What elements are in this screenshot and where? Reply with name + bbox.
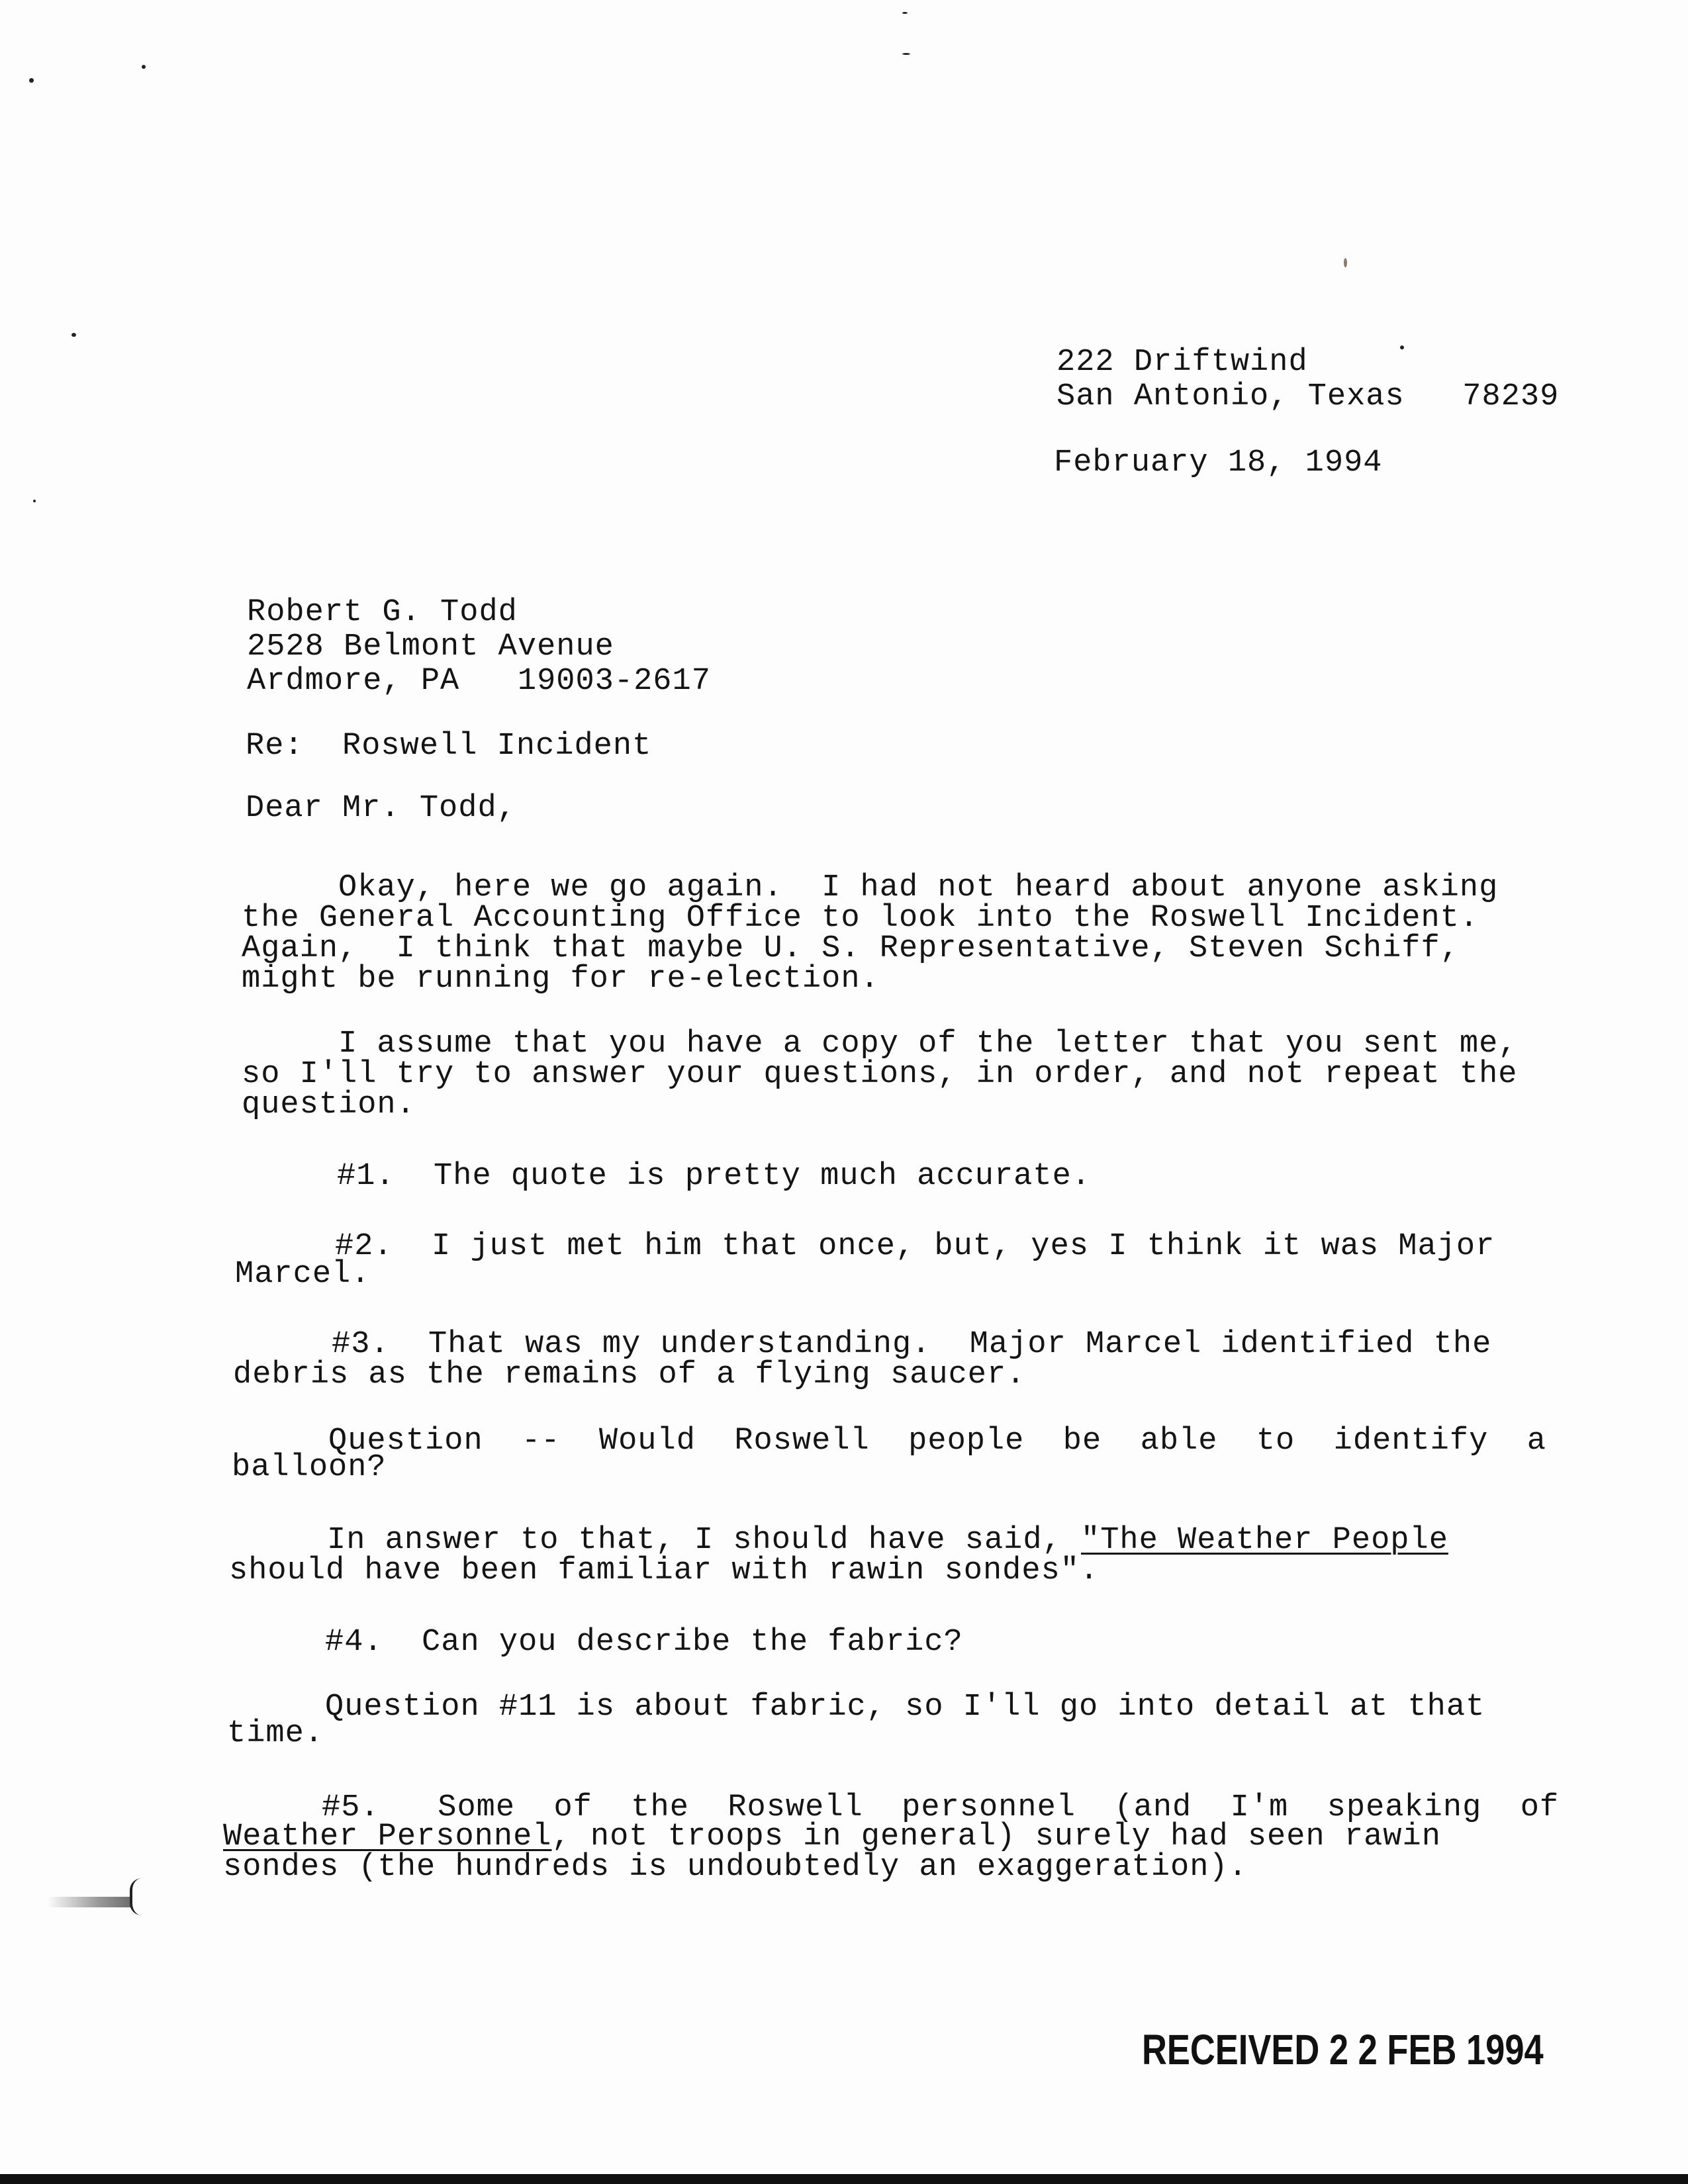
scan-bottom-edge (0, 2174, 1688, 2184)
paragraph-1-line: Okay, here we go again. I had not heard about anyone asking (242, 870, 1499, 905)
paragraph-2-line: question. (242, 1087, 416, 1122)
question-balloon-line: Question -- Would Roswell people be able to identify a (232, 1424, 1546, 1459)
recipient-name: Robert G. Todd (247, 595, 518, 630)
received-stamp: RECEIVED 2 2 FEB 1994 (1142, 2026, 1544, 2073)
salutation: Dear Mr. Todd, (246, 791, 516, 826)
paragraph-1-line: might be running for re-election. (242, 962, 880, 997)
answer-weather-prefix: In answer to that, I should have said, (230, 1523, 1082, 1558)
sender-city-state-zip: San Antonio, Texas 78239 (1056, 379, 1560, 414)
question-balloon-line: balloon? (232, 1450, 387, 1485)
scan-speck (1400, 345, 1404, 349)
recipient-city-state-zip: Ardmore, PA 19003-2617 (247, 664, 711, 699)
answer-5-line-1: #5. Some of the Roswell personnel (and I'm speaking of (225, 1790, 1560, 1825)
margin-mark (46, 1897, 132, 1907)
answer-weather-line-1 (230, 1525, 1448, 1556)
scan-speck (142, 65, 146, 69)
re-line: Re: Roswell Incident (246, 729, 652, 764)
scan-speck (33, 500, 36, 502)
paragraph-2-line: so I'll try to answer your questions, in order, and not repeat the (242, 1057, 1518, 1092)
paragraph-1-line: the General Accounting Office to look into the Roswell Incident. (242, 901, 1479, 936)
scan-speck (902, 12, 908, 14)
answer-3-line: debris as the remains of a flying saucer. (233, 1357, 1026, 1392)
scan-speck (71, 333, 76, 337)
paragraph-1-line: Again, I think that maybe U. S. Representative, Steven Schiff, (242, 931, 1460, 966)
answer-5-line-3: sondes (the hundreds is undoubtedly an exaggeration). (223, 1850, 1248, 1885)
scan-speck (1344, 258, 1347, 267)
question-11-line: Question #11 is about fabric, so I'll go into detail at that (228, 1690, 1485, 1725)
scan-speck (902, 53, 910, 55)
answer-5-line-2-rest: , not troops in general) surely had seen rawin (551, 1819, 1441, 1854)
answer-weather-underlined: "The Weather People (1081, 1523, 1448, 1558)
margin-hook (130, 1878, 142, 1915)
answer-2-line: #2. I just met him that once, but, yes I think it was Major (238, 1229, 1495, 1264)
scan-speck (29, 78, 34, 83)
answer-5-underlined: Weather Personnel (223, 1819, 552, 1854)
answer-1: #1. The quote is pretty much accurate. (240, 1159, 1092, 1194)
answer-2-line: Marcel. (235, 1257, 371, 1292)
recipient-street: 2528 Belmont Avenue (247, 629, 614, 664)
answer-weather-line-2: should have been familiar with rawin sondes". (229, 1553, 1100, 1588)
answer-3-line: #3. That was my understanding. Major Marcel identified the (235, 1327, 1492, 1362)
question-11-line: time. (227, 1716, 324, 1751)
answer-5-line-2 (223, 1821, 1441, 1852)
paragraph-2-line: I assume that you have a copy of the letter that you sent me, (242, 1026, 1518, 1062)
letter-date: February 18, 1994 (1054, 445, 1383, 480)
sender-street: 222 Driftwind (1056, 345, 1308, 380)
answer-4: #4. Can you describe the fabric? (228, 1625, 963, 1660)
